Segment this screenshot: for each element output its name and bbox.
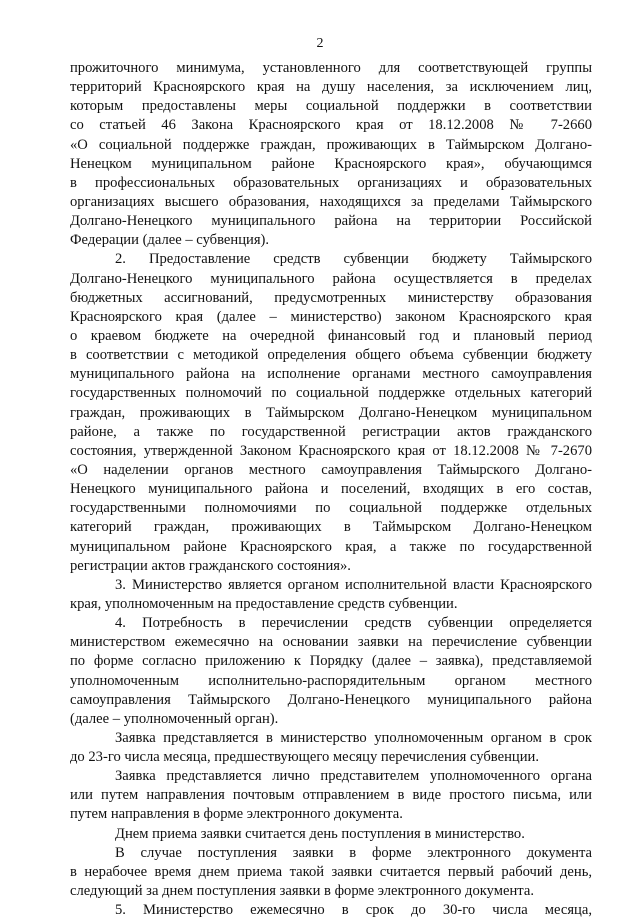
text-line: Ненецкого муниципального района и поселений, входящих в его состав, — [70, 481, 592, 498]
text-line: Долгано-Ненецкого муниципального района осуществляется в пределах — [70, 270, 592, 287]
text-line: в профессиональных образовательных организациях и образовательных — [70, 174, 592, 191]
text-line: следующий за днем поступления заявки в форме электронного документа. — [70, 883, 534, 900]
text-line: со статьей 46 Закона Красноярского края от 18.12.2008 № 7-2660 — [70, 117, 592, 134]
text-line: состояния, утвержденной Законом Красноярского края от 18.12.2008 № 7-2670 — [70, 442, 592, 459]
text-line: прожиточного минимума, установленного для соответствующей группы — [70, 60, 592, 76]
text-line: бюджетных ассигнований, предусмотренных министерству образования — [70, 289, 592, 306]
text-line: уполномоченным исполнительно-распорядительным органом местного — [70, 672, 592, 689]
text-line: граждан, проживающих в Таймырском Долгано-Ненецком муниципальном — [70, 404, 592, 421]
text-line: (далее – уполномоченный орган). — [70, 710, 279, 727]
text-line: или путем направления почтовым отправлением в виде простого письма, или — [70, 787, 592, 804]
text-line: Заявка представляется лично представителем уполномоченного органа — [115, 768, 592, 785]
text-line: районе, а также по государственной регистрации актов гражданского — [70, 423, 592, 440]
text-line: министерством ежемесячно на основании заявки на перечисление субвенции — [70, 634, 592, 651]
text-line: путем направления в форме электронного документа. — [70, 806, 403, 823]
text-line: Долгано-Ненецкого муниципального района на территории Российской — [70, 213, 592, 230]
text-line: территорий Красноярского края на душу населения, за исключением лиц, — [70, 79, 592, 96]
text-line: 2. Предоставление средств субвенции бюджету Таймырского — [115, 251, 592, 268]
text-line: края, уполномоченным на предоставление средств субвенции. — [70, 595, 458, 612]
text-line: по форме согласно приложению к Порядку (далее – заявка), представляемой — [70, 653, 592, 670]
body-text — [70, 59, 592, 920]
text-line: категорий граждан, проживающих в Таймырском Долгано-Ненецком — [70, 519, 592, 536]
text-line: Федерации (далее – субвенция). — [70, 232, 270, 249]
text-line: в соответствии с методикой определения общего объема субвенции бюджету — [70, 347, 592, 364]
text-line: Заявка представляется в министерство уполномоченным органом в срок — [115, 729, 592, 746]
text-line: Ненецком муниципальном районе Красноярского края», обучающимся — [70, 155, 592, 172]
text-line: до 23-го числа месяца, предшествующего месяцу перечисления субвенции. — [70, 749, 539, 766]
text-line: в нерабочее время днем приема такой заявки считается первый рабочий день, — [70, 863, 592, 880]
text-line: 3. Министерство является органом исполнительной власти Красноярского — [115, 576, 592, 593]
page-number: 2 — [316, 36, 324, 51]
text-line: государственными полномочиями по социальной поддержке отдельных — [70, 500, 592, 517]
text-line: Красноярского края (далее – министерство) законом Красноярского края — [70, 308, 592, 325]
text-line: регистрации актов гражданского состояния». — [70, 557, 351, 574]
text-line: В случае поступления заявки в форме электронного документа — [115, 844, 592, 861]
text-line: самоуправления Таймырского Долгано-Ненецкого муниципального района — [70, 691, 592, 708]
text-line: государственных полномочий по социальной поддержке отдельных категорий — [70, 385, 592, 402]
text-line: «О социальной поддержке граждан, проживающих в Таймырском Долгано- — [70, 136, 592, 153]
text-line: 4. Потребность в перечислении средств субвенции определяется — [115, 615, 592, 632]
text-line: «О наделении органов местного самоуправления Таймырского Долгано- — [70, 461, 592, 478]
text-line: муниципального района на исполнение органами местного самоуправления — [70, 366, 592, 383]
text-line: организациях высшего образования, находящихся за пределами Таймырского — [70, 193, 592, 210]
text-line: муниципальном районе Красноярского края, а также по государственной — [70, 538, 592, 555]
text-line: о краевом бюджете на очередной финансовый год и плановый период — [70, 327, 592, 344]
text-line: Днем приема заявки считается день поступления в министерство. — [115, 825, 525, 842]
text-line: 5. Министерство ежемесячно в срок до 30-го числа месяца, — [115, 902, 592, 919]
text-line: которым предоставлены меры социальной поддержки в соответствии — [70, 98, 592, 115]
